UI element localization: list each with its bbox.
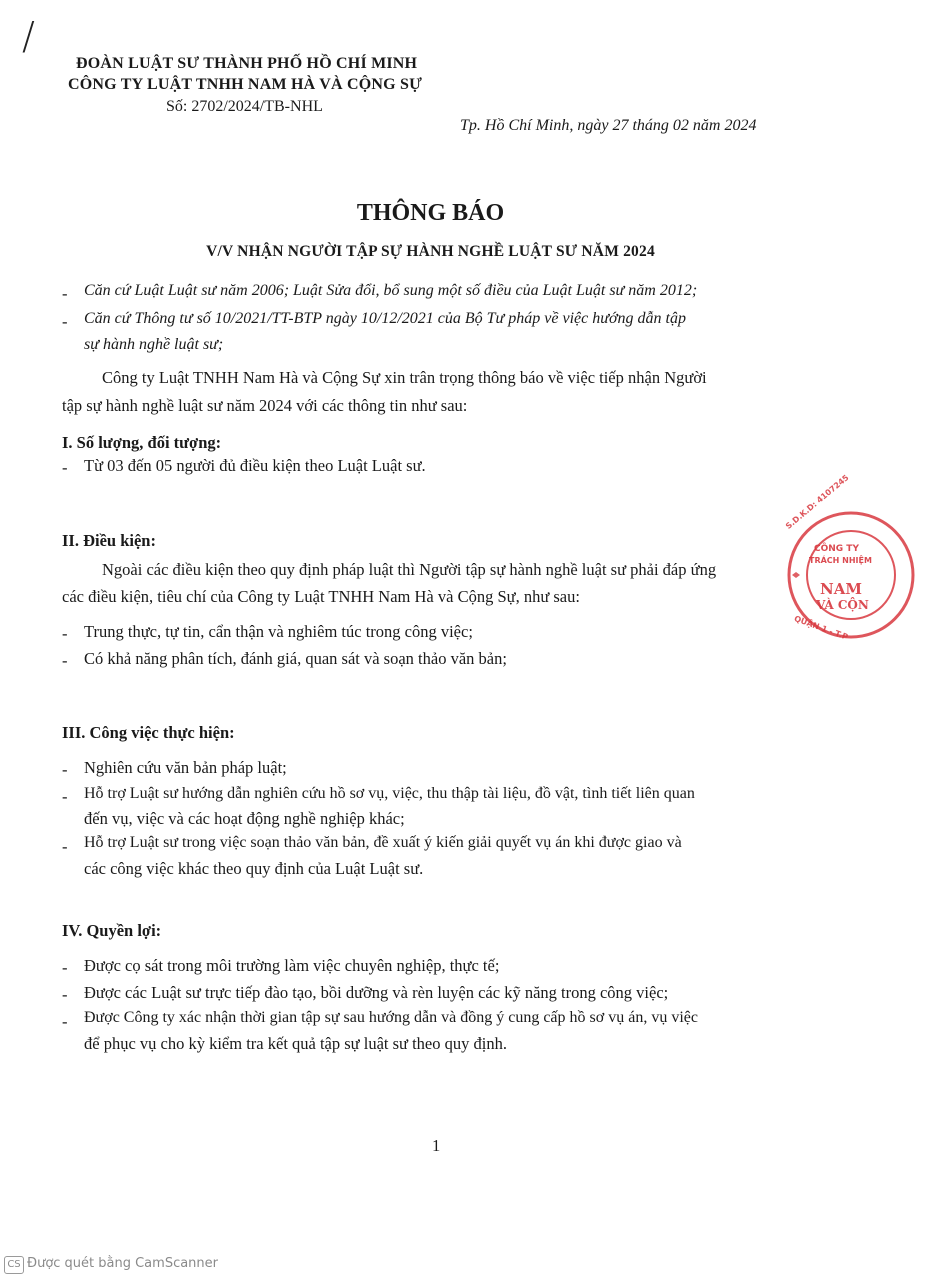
bullet-dash: - (62, 985, 68, 1004)
org-line-1: ĐOÀN LUẬT SƯ THÀNH PHỐ HỒ CHÍ MINH (76, 55, 418, 72)
bullet-dash: - (62, 1012, 68, 1031)
stamp-line-4: VÀ CỘN (816, 598, 869, 612)
bullet-dash: - (62, 651, 68, 670)
stamp-ring-text: S.D.K.D: 4107245 (784, 473, 851, 531)
section-2-para-2: các điều kiện, tiêu chí của Công ty Luật TNHH Nam Hà và Cộng Sự, như sau: (62, 587, 580, 606)
stamp-line-3: NAM (820, 580, 862, 598)
section-4-item-cont: để phục vụ cho kỳ kiểm tra kết quả tập sự luật sư theo quy định. (84, 1034, 507, 1053)
section-1-item: Từ 03 đến 05 người đủ điều kiện theo Luật Luật sư. (84, 456, 426, 475)
bullet-dash: - (62, 837, 68, 856)
section-3-item-cont: đến vụ, việc và các hoạt động nghề nghiệp khác; (84, 809, 405, 828)
section-1-heading: I. Số lượng, đối tượng: (62, 433, 222, 452)
org-line-2: CÔNG TY LUẬT TNHH NAM HÀ VÀ CỘNG SỰ (68, 76, 422, 93)
place-date: Tp. Hồ Chí Minh, ngày 27 tháng 02 năm 2024 (460, 117, 757, 134)
section-4-item: Được cọ sát trong môi trường làm việc chuyên nghiệp, thực tế; (84, 956, 500, 975)
section-2-heading: II. Điều kiện: (62, 531, 156, 550)
legal-basis-1: Căn cứ Luật Luật sư năm 2006; Luật Sửa đổi, bổ sung một số điều của Luật Luật sư năm 2012; (84, 282, 698, 299)
reference-number: Số: 2702/2024/TB-NHL (166, 98, 323, 115)
stamp-line-1: CÔNG TY (814, 544, 859, 554)
document-subtitle: V/V NHẬN NGƯỜI TẬP SỰ HÀNH NGHỀ LUẬT SƯ NĂM 2024 (206, 243, 655, 260)
stamp-line-2: TRÁCH NHIỆM (809, 556, 872, 565)
bullet-dash: - (62, 958, 68, 977)
page-number: 1 (432, 1136, 441, 1155)
bullet-dash: - (62, 458, 68, 477)
corner-mark: / (22, 14, 35, 58)
intro-line-2: tập sự hành nghề luật sư năm 2024 với các thông tin như sau: (62, 396, 468, 415)
bullet-dash: - (62, 312, 68, 331)
bullet-dash: - (62, 760, 68, 779)
company-seal-stamp (776, 473, 872, 642)
section-2-item: Có khả năng phân tích, đánh giá, quan sát và soạn thảo văn bản; (84, 649, 507, 668)
section-3-item: Hỗ trợ Luật sư trong việc soạn thảo văn bản, đề xuất ý kiến giải quyết vụ án khi được giao và (84, 834, 682, 851)
camscanner-logo-icon: CS (4, 1256, 24, 1274)
section-3-item: Hỗ trợ Luật sư hướng dẫn nghiên cứu hồ sơ vụ, việc, thu thập tài liệu, đồ vật, tình tiết liên quan (84, 785, 695, 802)
bullet-dash: - (62, 284, 68, 303)
legal-basis-2: Căn cứ Thông tư số 10/2021/TT-BTP ngày 10/12/2021 của Bộ Tư pháp về việc hướng dẫn tập (84, 310, 686, 327)
section-2-para-1: Ngoài các điều kiện theo quy định pháp luật thì Người tập sự hành nghề luật sư phải đáp ứng (102, 560, 717, 579)
section-2-item: Trung thực, tự tin, cẩn thận và nghiêm túc trong công việc; (84, 622, 473, 641)
section-3-item-cont: các công việc khác theo quy định của Luật Luật sư. (84, 859, 424, 878)
scanner-watermark: Được quét bằng CamScanner (27, 1256, 219, 1271)
intro-line-1: Công ty Luật TNHH Nam Hà và Cộng Sự xin trân trọng thông báo về việc tiếp nhận Người (102, 368, 707, 387)
bullet-dash: - (62, 787, 68, 806)
section-4-item: Được Công ty xác nhận thời gian tập sự sau hướng dẫn và đồng ý cung cấp hồ sơ vụ án, vụ việc (84, 1009, 698, 1026)
legal-basis-2-cont: sự hành nghề luật sư; (84, 336, 224, 353)
stamp-bottom-text: QUẬN 1 - T.P (792, 614, 850, 642)
section-3-item: Nghiên cứu văn bản pháp luật; (84, 758, 287, 777)
section-4-heading: IV. Quyền lợi: (62, 921, 162, 940)
section-3-heading: III. Công việc thực hiện: (62, 723, 235, 742)
bullet-dash: - (62, 624, 68, 643)
section-4-item: Được các Luật sư trực tiếp đào tạo, bồi dưỡng và rèn luyện các kỹ năng trong công việc; (84, 983, 669, 1002)
document-title: THÔNG BÁO (356, 200, 505, 226)
